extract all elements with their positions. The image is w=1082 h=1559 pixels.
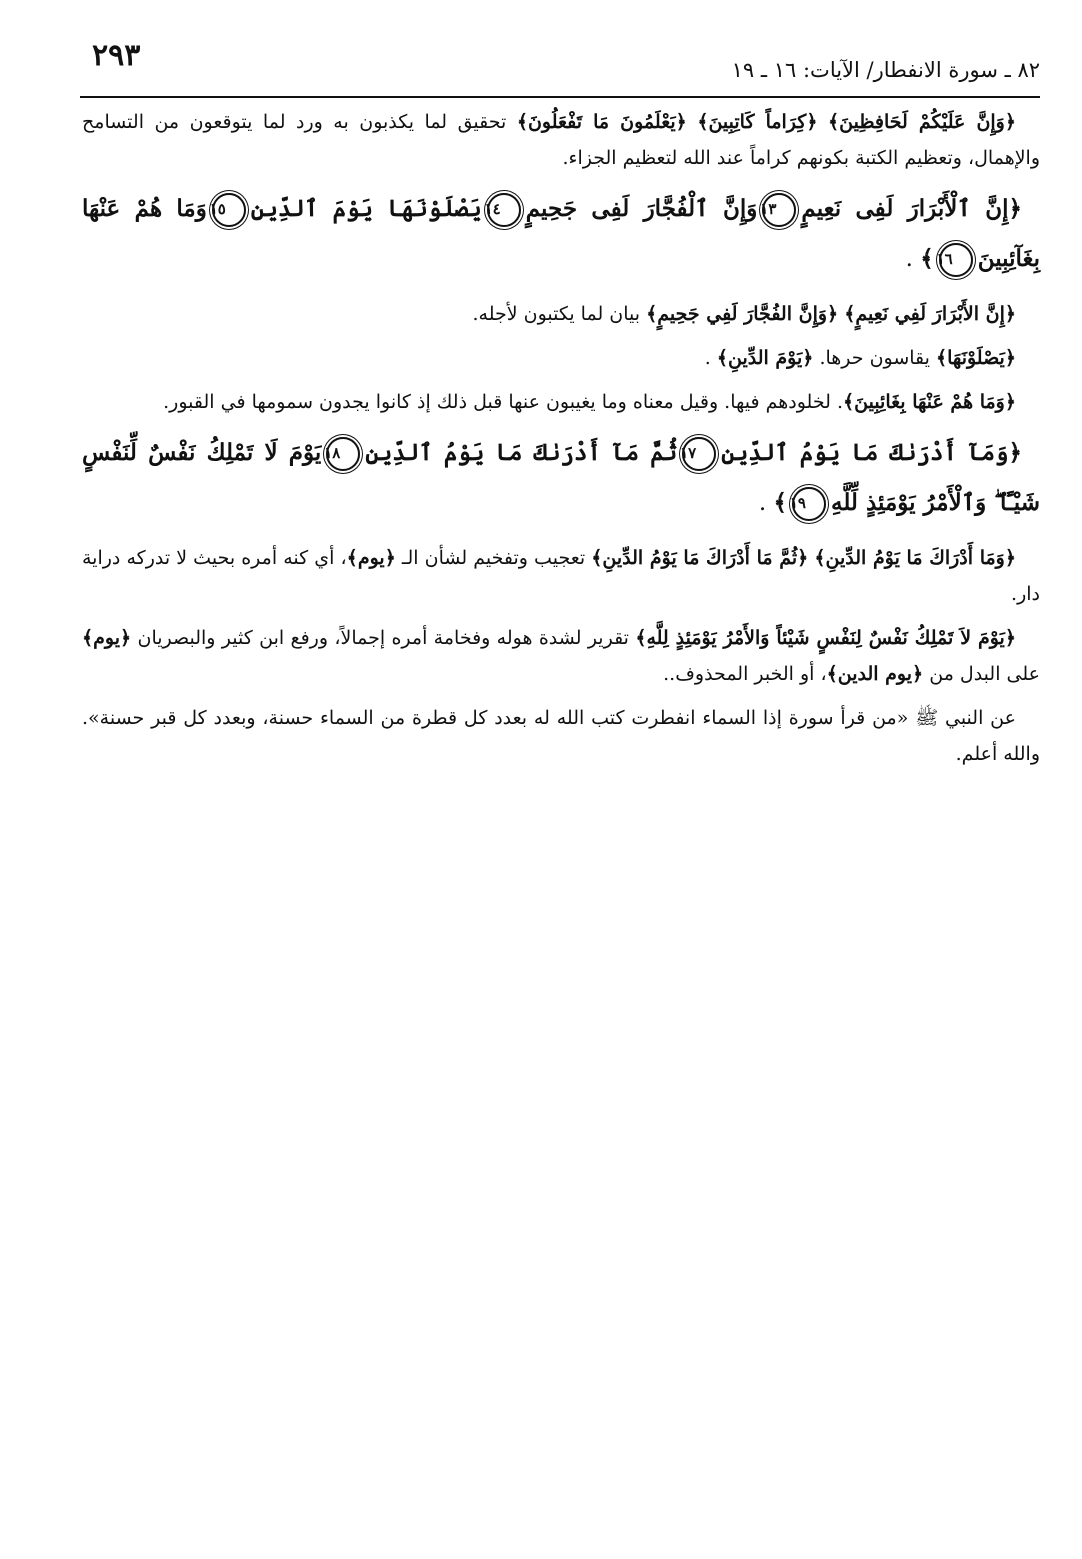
ornate-bracket-close: ﴾ — [697, 111, 709, 133]
quran-quote: ثُمَّ مَا أَدْرَاكَ مَا يَوْمُ الدِّينِ — [602, 547, 798, 569]
verse-block-13-16 — [82, 184, 1040, 284]
ayah-number-marker: ١٥ — [212, 193, 246, 227]
ornate-bracket-open: ﴿ — [806, 111, 818, 133]
ayah-number-marker: ١٨ — [326, 437, 360, 471]
ornate-bracket-close: ﴾ — [346, 547, 358, 569]
quran-quote: يَوْمَ لاَ تَمْلِكُ نَفْسٌ لِنَفْسٍ شَيْئاً وَالأَمْرُ يَوْمَئِذٍ لِلَّهِ — [646, 627, 1005, 649]
quran-quote: إِنَّ الأَبْرَارَ لَفِي نَعِيمٍ — [855, 303, 1005, 325]
ornate-bracket-open: ﴿ — [1004, 547, 1017, 569]
ornate-bracket-open: ﴿ — [797, 547, 809, 569]
ornate-bracket-close: ﴾ — [773, 489, 787, 516]
commentary-text: ، أي كنه أمره بحيث لا تدركه دراية دار. — [82, 547, 1040, 605]
ornate-bracket-close: ﴾ — [826, 663, 838, 685]
quran-quote: وَمَا أَدْرَاكَ مَا يَوْمُ الدِّينِ — [825, 547, 1005, 569]
commentary-paragraph-3 — [82, 340, 1040, 376]
ornate-bracket-open: ﴿ — [1008, 195, 1022, 222]
commentary-paragraph-4 — [82, 384, 1040, 420]
quran-quote: يوم — [357, 547, 385, 569]
commentary-text: تحقيق لما يكذبون به ورد لما يتوقعون من التسامح والإهمال، وتعظيم الكتبة بكونهم كراماً عند الله لتعظيم الجزاء. — [82, 111, 1040, 169]
commentary-text: عن النبي — [938, 707, 1016, 729]
ayah-text: وَإِنَّ ٱلْفُجَّارَ لَفِى جَحِيمٍ — [525, 195, 758, 222]
ayah-number-marker: ١٤ — [487, 193, 521, 227]
ornate-bracket-open: ﴿ — [1004, 303, 1016, 325]
ayah-number-marker: ١٩ — [792, 487, 826, 521]
quran-quote: وَإِنَّ عَلَيْكُمْ لَحَافِظِينَ — [839, 111, 1005, 133]
quran-quote: يَعْلَمُونَ مَا تَفْعَلُونَ — [527, 111, 676, 133]
page-number: ٢٩٣ — [92, 38, 141, 73]
ayah-number-marker: ١٦ — [939, 243, 973, 277]
quran-quote: يوم الدين — [837, 663, 913, 685]
salawat-glyph: ﷺ — [915, 707, 939, 729]
running-title: ٨٢ ـ سورة الانفطار/ الآيات: ١٦ ـ ١٩ — [731, 58, 1040, 82]
commentary-text: على البدل من — [923, 663, 1040, 685]
ayah-text: إِنَّ ٱلْأَبْرَارَ لَفِى نَعِيمٍ — [801, 195, 1009, 222]
ornate-bracket-close: ﴾ — [716, 347, 728, 369]
ornate-bracket-close: ﴾ — [827, 111, 840, 133]
ornate-bracket-open: ﴿ — [1004, 391, 1016, 413]
commentary-text: . لخلودهم فيها. وقيل معناه وما يغيبون عنها قبل ذلك إذ كانوا يجدون سمومها في القبور. — [163, 391, 843, 413]
quran-quote: يَصْلَوْنَهَا — [947, 347, 1005, 369]
commentary-text: «من قرأ سورة إذا السماء انفطرت كتب الله له بعدد كل قطرة من السماء حسنة، وبعدد كل قبر حسنة». والله أعلم. — [82, 707, 1040, 765]
ornate-bracket-close: ﴾ — [920, 245, 934, 272]
ornate-bracket-open: ﴿ — [827, 303, 839, 325]
ornate-bracket-close: ﴾ — [635, 627, 647, 649]
commentary-text: . — [704, 347, 717, 369]
quran-quote: وَمَا هُمْ عَنْهَا بِغَائِبِينَ — [854, 391, 1005, 413]
commentary-text: بيان لما يكتبون لأجله. — [472, 303, 647, 325]
commentary-paragraph-2 — [82, 296, 1040, 332]
ayah-number-marker: ١٧ — [682, 437, 716, 471]
ornate-bracket-open: ﴿ — [384, 547, 396, 569]
quran-quote: يَوْمَ الدِّينِ — [728, 347, 803, 369]
commentary-text: يقاسون حرها. — [813, 347, 936, 369]
ayah-text: يَوْمَ لَا تَمْلِكُ نَفْسٌ لِّنَفْسٍ شَيْـًٔا ۖ وَٱلْأَمْرُ يَوْمَئِذٍ لِّلَّهِ — [82, 439, 1040, 516]
commentary-text: تقرير لشدة هوله وفخامة أمره إجمالاً، ورفع ابن كثير والبصريان — [131, 627, 636, 649]
verse-end-mark: . — [905, 246, 921, 272]
commentary-body — [82, 104, 1040, 780]
ornate-bracket-open: ﴿ — [120, 627, 132, 649]
commentary-text: ، أو الخبر المحذوف.. — [663, 663, 827, 685]
ornate-bracket-open: ﴿ — [1004, 627, 1016, 649]
ornate-bracket-close: ﴾ — [591, 547, 603, 569]
commentary-text: تعجيب وتفخيم لشأن الـ — [395, 547, 592, 569]
ornate-bracket-close: ﴾ — [646, 303, 658, 325]
quran-quote: كِرَاماً كَاتِبِينَ — [708, 111, 807, 133]
quran-quote: يوم — [93, 627, 121, 649]
ornate-bracket-open: ﴿ — [802, 347, 814, 369]
ornate-bracket-open: ﴿ — [912, 663, 924, 685]
ornate-bracket-open: ﴿ — [675, 111, 687, 133]
ornate-bracket-close: ﴾ — [814, 547, 826, 569]
commentary-paragraph-7 — [82, 700, 1040, 772]
commentary-paragraph-1 — [82, 104, 1040, 176]
ornate-bracket-open: ﴿ — [1004, 111, 1016, 133]
ornate-bracket-close: ﴾ — [844, 303, 856, 325]
ornate-bracket-close: ﴾ — [82, 627, 94, 649]
verse-block-17-19 — [82, 428, 1040, 528]
ayah-text: ثُمَّ مَآ أَدْرَىٰكَ مَا يَوْمُ ٱلدِّينِ — [365, 439, 678, 466]
commentary-paragraph-6 — [82, 620, 1040, 692]
page-header — [80, 38, 1040, 98]
ornate-bracket-close: ﴾ — [516, 111, 528, 133]
ornate-bracket-open: ﴿ — [1004, 347, 1016, 369]
verse-end-mark: . — [758, 490, 774, 516]
ayah-text: وَمَآ أَدْرَىٰكَ مَا يَوْمُ ٱلدِّينِ — [721, 439, 1009, 466]
quran-quote: وَإِنَّ الفُجَّارَ لَفِي جَحِيمٍ — [657, 303, 828, 325]
ornate-bracket-close: ﴾ — [842, 391, 855, 413]
ayah-number-marker: ١٣ — [762, 193, 796, 227]
ayah-text: وَمَا هُمْ عَنْهَا بِغَآئِبِينَ — [82, 195, 1040, 272]
commentary-paragraph-5 — [82, 540, 1040, 612]
ornate-bracket-close: ﴾ — [936, 347, 948, 369]
ayah-text: يَصْلَوْنَهَا يَوْمَ ٱلدِّينِ — [250, 195, 482, 222]
ornate-bracket-open: ﴿ — [1008, 439, 1023, 466]
